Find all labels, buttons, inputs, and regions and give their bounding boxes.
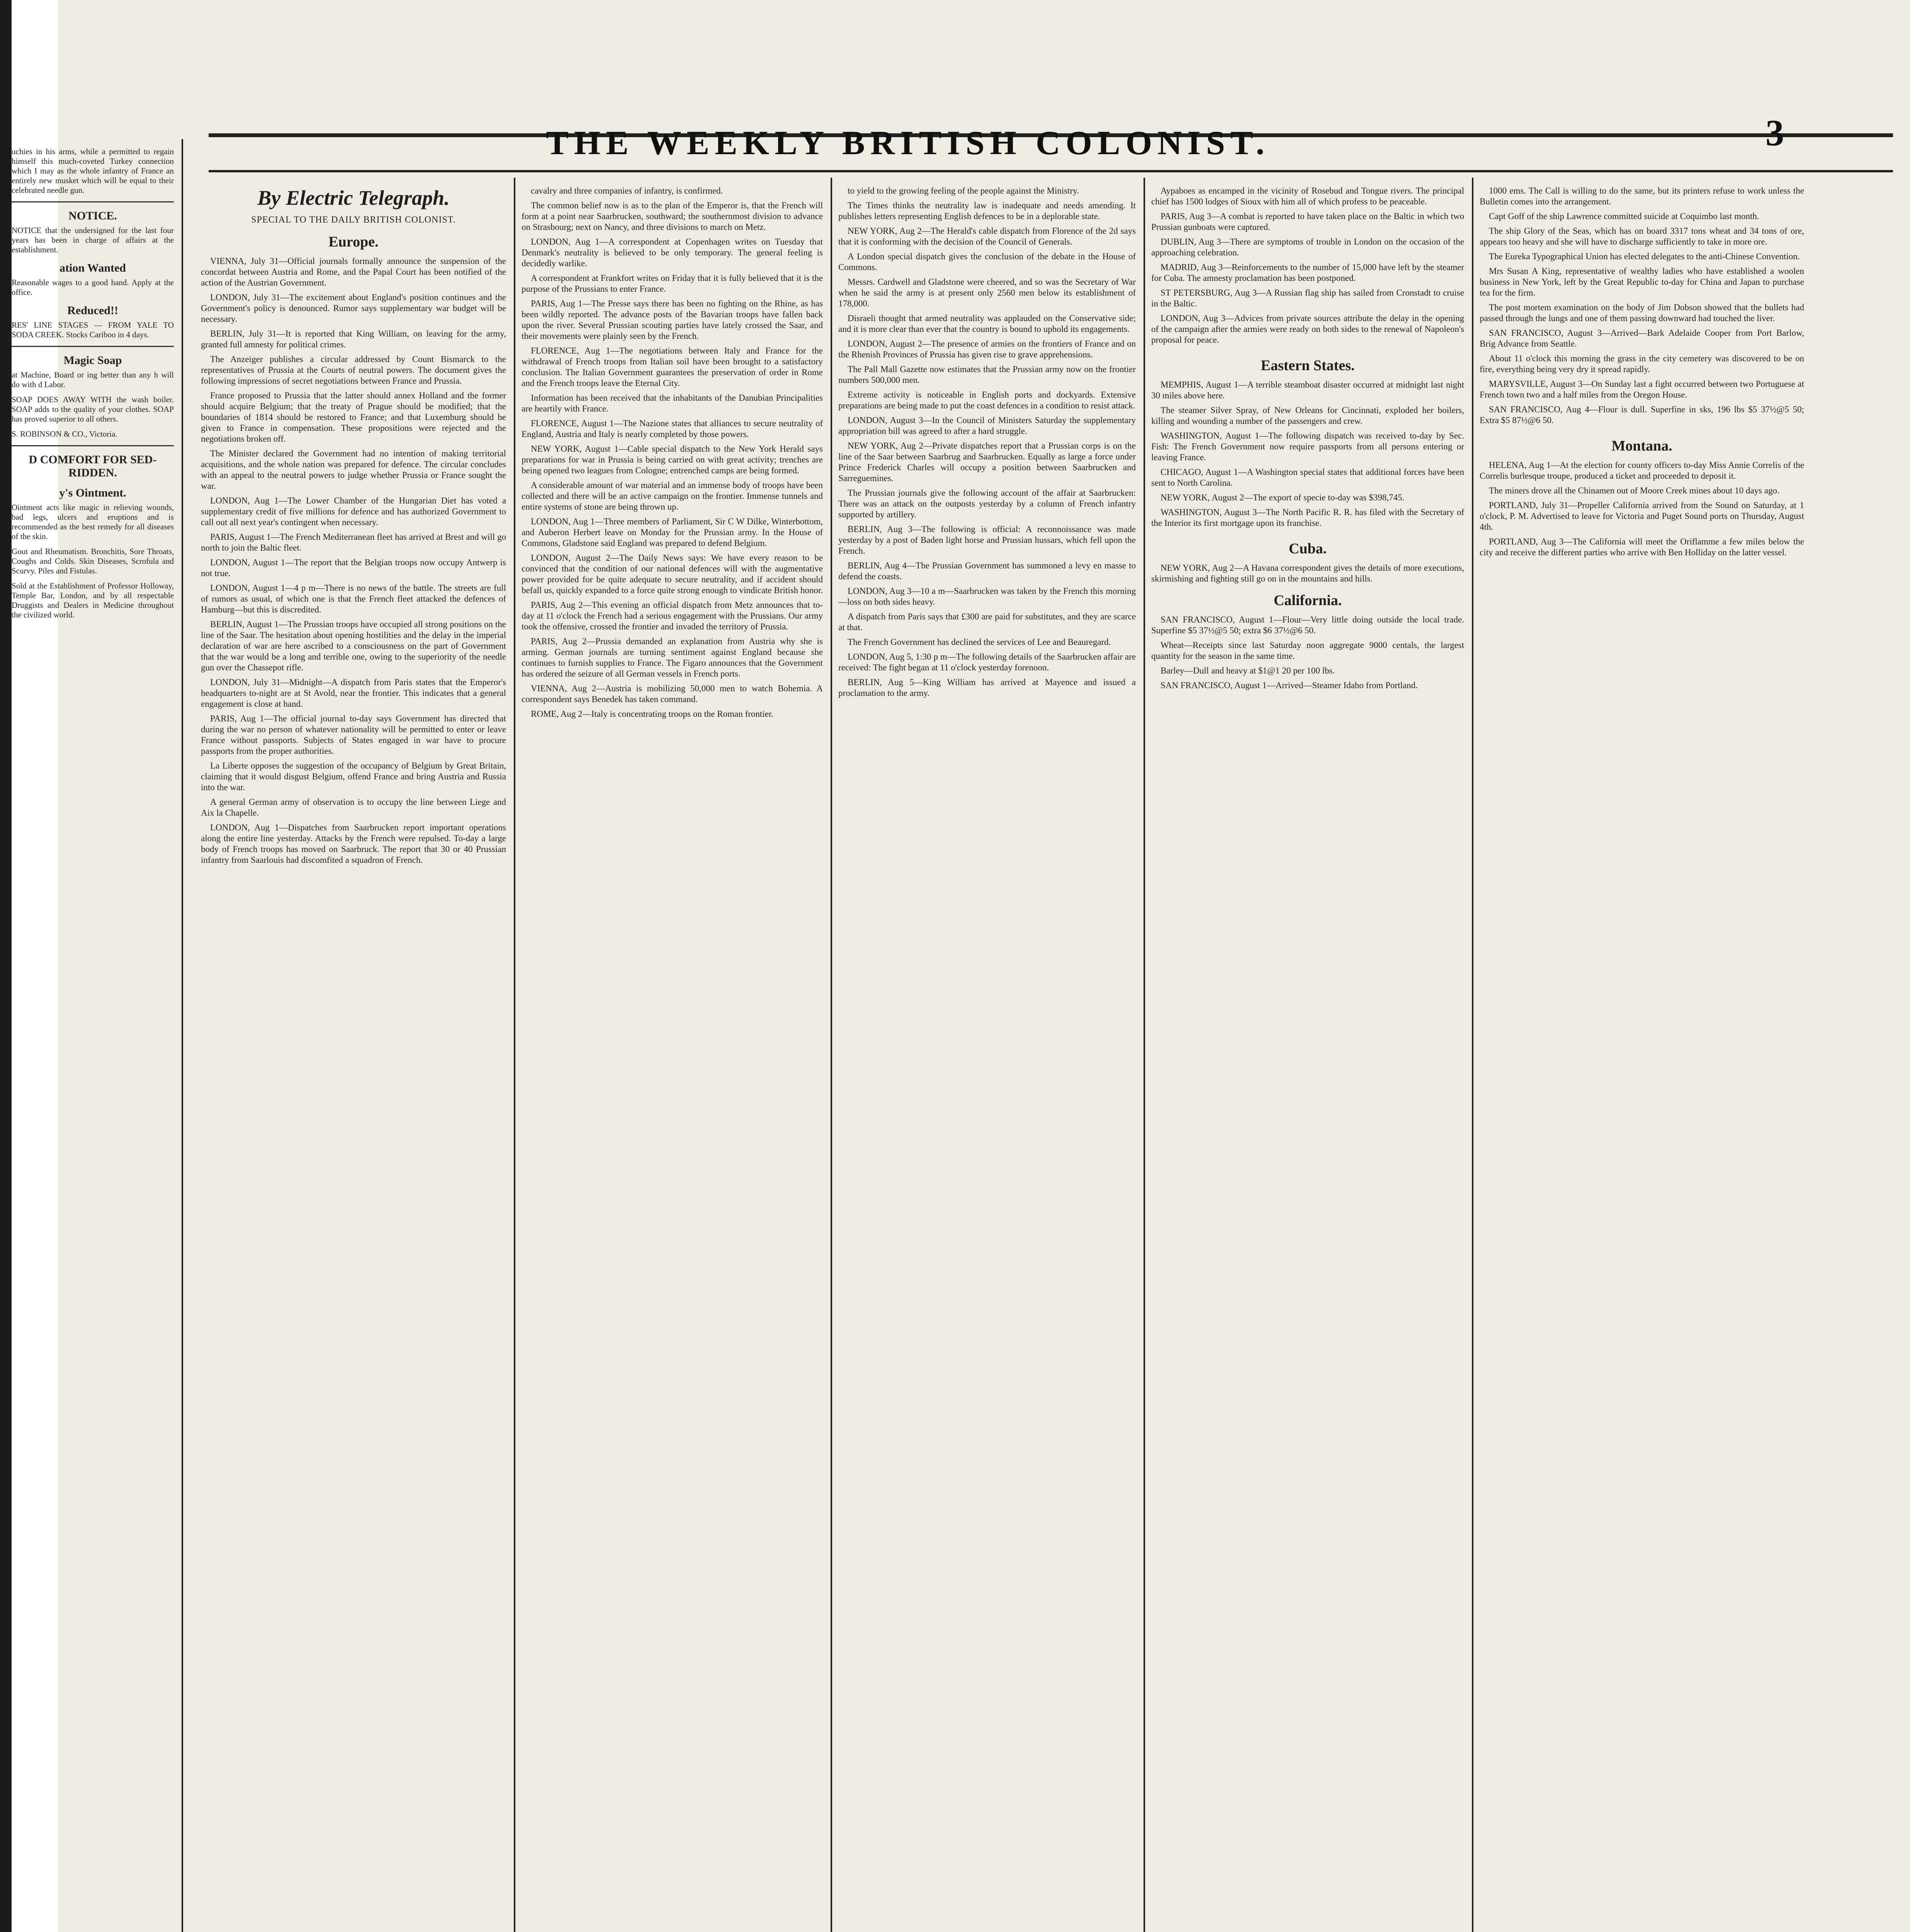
binding-edge: [0, 0, 12, 1932]
section-heading-cuba: Cuba.: [1288, 541, 1327, 557]
column-body-text: PARIS, Aug 1—The Presse says there has been no fighting on the Rhine, as has been wildly reported. The advance posts of the Bavarian troops have fallen back upon the river. Several Prussian scouting parties have lately crossed the Saar, and their movements were plainly seen by the French. FLORENCE, Aug 1—The negotiations between Italy and France for the withdrawal of French troops from Italian soil have been brought to a satisfactory conclusion. The Italian Government guarantees the preservation of order in Rome and the French troops leave the Eternal City. Information has been received that the inhabitants of the Danubian Principalities are heartily with France. FLORENCE, August 1—The Nazione states that alliances to secure neutrality of England, Austria and Italy is nearly completed by those powers. NEW YORK, August 1—Cable special dispatch to the New York Herald says preparations for war in Prussia is being carried on with great activity; trenches are being opened two leagues from Cologne; entrenched camps are being formed. A considerable amount of war material and an immense body of troops have been collected and there will be an active campaign on the frontier. Immense tunnels and entire systems of stone are being thrown up. LONDON, Aug 1—Three members of Parliament, Sir C W Dilke, Winterbottom, and Auberon Herbert leave on Monday for the Prussian army. In the House of Commons, Gladstone said England was prepared to defend Belgium. LONDON, August 2—The Daily News says: We have every reason to be convinced that the condition of our national defences will with the augmentative power provided for be quite adequate to secure neutrality, and if accident should befall us, quickly expanded to a force quite strong enough to vindicate British honor. PARIS, Aug 2—This evening an official dispatch from Metz announces that to-day at 11 o'clock the French had a serious engagement with the Prussians. Our army took the offensive, crossed the frontier and invaded the territory of Prussia. PARIS, Aug 2—Prussia demanded an explanation from Austria why she is arming. German journals are turning sentiment against England because she continues to furnish supplies to France. The Figaro announces that the Government has ordered the seizure of all German vessels in French ports. VIENNA, Aug 2—Austria is mobilizing 50,000 men to watch Bohemia. A correspondent says Benedek has taken command. ROME, Aug 2—Italy is concentrating troops on the Roman frontier.: [522, 299, 823, 719]
section-heading-europe: Europe.: [328, 234, 379, 250]
column-body-text: The steamer Silver Spray, of New Orleans for Cincinnati, exploded her boilers, killing and wounding a number of the passengers and crew. WASHINGTON, August 1—The following dispatch was received to-day by Sec. Fish: The French Government now require passports from all persons entering or leaving France. CHICAGO, August 1—A Washington special states that additional forces have been sent to North Carolina. NEW YORK, August 2—The export of specie to-day was $398,745. WASHINGTON, August 3—The North Pacific R. R. has filed with the Secretary of the Interior its first mortgage upon its franchise.: [1151, 405, 1464, 528]
telegraph-subheading: SPECIAL TO THE DAILY BRITISH COLONIST.: [251, 215, 456, 225]
section-heading-montana: Montana.: [1611, 438, 1672, 454]
column-4: [1151, 185, 1464, 1932]
column-rule-4: [1472, 178, 1473, 1932]
column-2: [522, 185, 823, 1932]
column-body-text: Messrs. Cardwell and Gladstone were cheered, and so was the Secretary of War when he said the army is at present only 2560 men below its establishment of 178,000. Disraeli thought that armed neutrality was applauded on the Conservative side; and it is more clear than ever that the country is bound to uphold its engagements. LONDON, August 2—The presence of armies on the frontiers of France and on the Rhenish Provinces of Prussia has given rise to grave apprehensions. The Pall Mall Gazette now estimates that the Prussian army now on the frontier numbers 500,000 men. Extreme activity is noticeable in English ports and dockyards. Extensive preparations are being made to put the coast defences in a condition to resist attack. LONDON, August 3—In the Council of Ministers Saturday the supplementary appropriation bill was agreed to after a hard struggle. NEW YORK, Aug 2—Private dispatches report that a Prussian corps is on the line of the Saar between Saarbrug and Saarbrucken. Equally as large a force under Prince Frederick Charles will occupy a position between Saarbrucken and Sarreguemines. The Prussian journals give the following account of the affair at Saarbrucken: There was an attack on the outposts yesterday by a column of French infantry supported by artillery. BERLIN, Aug 3—The following is official: A reconnoissance was made yesterday by a post of Baden light horse and Prussian hussars, which fell upon the French. BERLIN, Aug 4—The Prussian Government has summoned a levy en masse to defend the coasts. LONDON, Aug 3—10 a m—Saarbrucken was taken by the French this morning—loss on both sides heavy. A dispatch from Paris says that £300 are paid for substitutes, and they are scarce at that. The French Government has declined the services of Lee and Beauregard. LONDON, Aug 5, 1:30 p m—The following details of the Saarbrucken affair are received: The fight began at 11 o'clock yesterday forenoon. BERLIN, Aug 5—King William has arrived at Mayence and issued a proclamation to the army.: [838, 277, 1136, 698]
column-rule-3: [1144, 178, 1145, 1932]
news-item: Aypaboes as encamped in the vicinity of Rosebud and Tongue rivers. The principal chief has 1500 lodges of Sioux with him all of which profess to be peaceable.: [1151, 186, 1464, 206]
column-rule-2: [831, 178, 832, 1932]
column-1: [201, 185, 506, 1932]
news-item: A London special dispatch gives the conclusion of the debate in the House of Commons.: [838, 252, 1136, 272]
news-item: BERLIN, July 31—It is reported that King William, on leaving for the army, granted full amnesty for political crimes.: [201, 329, 506, 349]
section-heading-california: California.: [1273, 592, 1342, 609]
left-margin-rule: [182, 139, 183, 1932]
news-item: VIENNA, July 31—Official journals formally announce the suspension of the concordat between Austria and Rome, and the Papal Court has been notified of the action of the Austrian Government.: [201, 256, 506, 287]
news-item: LONDON, Aug 1—A correspondent at Copenhagen writes on Tuesday that Denmark's neutrality is believed to be only temporary. The general feeling is decidedly warlike.: [522, 237, 823, 268]
column-body-text: DUBLIN, Aug 3—There are symptoms of trouble in London on the occasion of the approaching celebration. MADRID, Aug 3—Reinforcements to the number of 15,000 have left by the steamer for Cuba. The amnesty proclamation has been postponed. ST PETERSBURG, Aug 3—A Russian flag ship has sailed from Cronstadt to cruise in the Baltic. LONDON, Aug 3—Advices from private sources attribute the delay in the opening of the campaign after the armies were ready on both sides to the renewal of Napoleon's proposal for peace.: [1151, 237, 1464, 345]
adjacent-page-column: uchies in his arms, while a permitted to regain himself this much-coveted Turkey connection which I may as the whole infantry of France an entirely new musket which will be equal to their celebrated needle gun. NOTICE. NOTICE that the undersigned for the last four years has been in charge of affairs at the establishment. ation Wanted Reasonable wages to a good hand. Apply at the office. Reduced!! RES' LINE STAGES — FROM YALE TO SODA CREEK. Stocks Cariboo in 4 days. Magic Soap at Machine, Board or ing better than any h will do with d Labor. SOAP DOES AWAY WITH the wash boiler. SOAP adds to the quality of your clothes. SOAP has proved superior to all others. S. ROBINSON & CO., Victoria. D COMFORT FOR SED-RIDDEN. y's Ointment. Ointment acts like magic in relieving wounds, bad legs, ulcers and eruptions and is recommended as the best remedy for all diseases of the skin. Gout and Rheumatism. Bronchitis, Sore Throats, Coughs and Colds. Skin Diseases, Scrofula and Scurvy. Piles and Fistulas. Sold at the Establishment of Professor Holloway, Temple Bar, London, and by all respectable Druggists and Dealers in Medicine throughout the civilized world.: [12, 147, 174, 619]
news-item: Capt Goff of the ship Lawrence committed suicide at Coquimbo last month.: [1489, 211, 1759, 221]
telegraph-heading: By Electric Telegraph.: [257, 186, 450, 209]
news-item: to yield to the growing feeling of the people against the Ministry.: [848, 186, 1079, 196]
news-item: The Anzeiger publishes a circular addressed by Count Bismarck to the representatives of Prussia at the Courts of neutral powers. The document gives the following impressions of secret negotiations between France and Prussia.: [201, 354, 506, 386]
page-number: 3: [1766, 112, 1784, 153]
section-heading-eastern-states: Eastern States.: [1261, 357, 1355, 374]
news-item: A correspondent at Frankfort writes on Friday that it is fully believed that it is the purpose of the Prussians to enter France.: [522, 273, 823, 294]
column-body-text: France proposed to Prussia that the latter should annex Holland and the former should acquire Belgium; that the treaty of Prague should be modified; that the boundaries of 1814 should be restored to France; and that Luxemburg should be given to France in compensation. These propositions were rejected and the negotiations broken off. The Minister declared the Government had no intention of making territorial acquisitions, and the whole nation was prepared for defence. The circular concludes with an appeal to the neutral powers to judge whether Prussia or France sought the war. LONDON, Aug 1—The Lower Chamber of the Hungarian Diet has voted a supplementary credit of five millions for defence and has authorized Government to call out all next year's contingent when necessary. PARIS, August 1—The French Mediterranean fleet has arrived at Brest and will go north to join the Baltic fleet. LONDON, August 1—The report that the Belgian troops now occupy Antwerp is not true. LONDON, August 1—4 p m—There is no news of the battle. The streets are full of rumors as usual, of which one is that the French fleet attacked the defences of Hamburg—but this is discredited. BERLIN, August 1—The Prussian troops have occupied all strong positions on the line of the Saar. The hesitation about opening hostilities and the delay in the imperial declaration of war are here ascribed to a consciousness on the part of Government that the war would be a long and terrible one, owing to the superiority of the needle gun over the Chassepot rifle. LONDON, July 31—Midnight—A dispatch from Paris states that the Emperor's headquarters to-night are at St Avold, near the frontier. This indicates that a general engagement is close at hand. PARIS, Aug 1—The official journal to-day says Government has directed that during the war no person of whatever nationality will be permitted to enter or leave France without passports. Subjects of States engaged in war have to procure passports from the proper authorities. La Liberte opposes the suggestion of the occupancy of Belgium by Great Britain, claiming that it would disgust Belgium, offend France and bring Austria and Russia into the war. A general German army of observation is to occupy the line between Liege and Aix la Chapelle. LONDON, Aug 1—Dispatches from Saarbrucken report important operations along the entire line yesterday. Attacks by the French were repulsed. To-day a large body of French troops has moved on Saarbruck. The report that 30 or 40 Prussian infantry from Saarlouis had discomfited a squadron of French.: [201, 391, 506, 865]
news-item: PARIS, Aug 3—A combat is reported to have taken place on the Baltic in which two Prussian gunboats were captured.: [1151, 211, 1464, 232]
news-item: cavalry and three companies of infantry, is confirmed.: [531, 186, 723, 196]
news-item: NEW YORK, Aug 2—A Havana correspondent gives the details of more executions, skirmishing and fighting still go on in the mountains and hills.: [1151, 563, 1464, 583]
column-body-text: The Eureka Typographical Union has elected delegates to the anti-Chinese Convention. Mrs Susan A King, representative of wealthy ladies who have established a woolen business in New York, left by the Great Republic to-day for China and Japan to purchase tea for the firm. The post mortem examination on the body of Jim Dobson showed that the bullets had passed through the lungs and one of them passing downward had touched the liver. SAN FRANCISCO, August 3—Arrived—Bark Adelaide Cooper from Port Barlow, Brig Advance from Seattle. About 11 o'clock this morning the grass in the city cemetery was discovered to be on fire, everything being very dry it spread rapidly. MARYSVILLE, August 3—On Sunday last a fight occurred between two Portuguese at French town two and a half miles from the Oregon House. SAN FRANCISCO, Aug 4—Flour is dull. Superfine in sks, 196 lbs $5 37½@5 50; Extra $5 87½@6 50.: [1480, 252, 1804, 425]
news-item: The ship Glory of the Seas, which has on board 3317 tons wheat and 34 tons of ore, appears too heavy and she will have to discharge sufficiently to take in more ore.: [1480, 226, 1804, 247]
news-item: 1000 ems. The Call is willing to do the same, but its printers refuse to work unless the Bulletin comes into the arrangement.: [1480, 186, 1804, 206]
news-item: HELENA, Aug 1—At the election for county officers to-day Miss Annie Correlis of the Correlis burlesque troupe, produced a ticket and proceeded to deposit it.: [1480, 460, 1804, 481]
news-item: LONDON, July 31—The excitement about England's position continues and the Government's policy is denounced. Rumor says supplementary war budget will be necessary.: [201, 293, 506, 324]
news-item: The common belief now is as to the plan of the Emperor is, that the French will form at a point near Saarbrucken, southward; the southernmost division to advance on Strasbourg; next on Nancy, and three divisions to march on Metz.: [522, 201, 823, 232]
news-item: MEMPHIS, August 1—A terrible steamboat disaster occurred at midnight last night 30 miles above here.: [1151, 380, 1464, 400]
column-5: [1480, 185, 1804, 1932]
newspaper-title: THE WEEKLY BRITISH COLONIST.: [546, 124, 1270, 162]
news-item: The Times thinks the neutrality law is inadequate and needs amending. It publishes letters representing English defences to be in a deplorable state.: [838, 201, 1136, 221]
column-rule-1: [514, 178, 515, 1932]
news-item: NEW YORK, Aug 2—The Herald's cable dispatch from Florence of the 2d says that it is conforming with the decision of the Council of Generals.: [838, 226, 1136, 247]
column-body-text: The miners drove all the Chinamen out of Moore Creek mines about 10 days ago. PORTLAND, July 31—Propeller California arrived from the Sound on Saturday, at 1 o'clock, P. M. Advertised to leave for Victoria and Puget Sound ports on Thursday, August 4th. PORTLAND, Aug 3—The California will meet the Oriflamme a few miles below the city and receive the different parties who arrive with Ben Holliday on the latter vessel.: [1480, 486, 1804, 557]
column-body-text: SAN FRANCISCO, August 1—Flour—Very little doing outside the local trade. Superfine $5 37½@5 50; extra $6 37½@6 50. Wheat—Receipts since last Saturday noon aggregate 9000 centals, the largest quantity for the season in the same time. Barley—Dull and heavy at $1@1 20 per 100 lbs. SAN FRANCISCO, August 1—Arrived—Steamer Idaho from Portland.: [1151, 615, 1464, 690]
column-divider: [12, 201, 174, 202]
column-3: [838, 185, 1136, 1932]
masthead-bottom-rule: [209, 170, 1893, 172]
